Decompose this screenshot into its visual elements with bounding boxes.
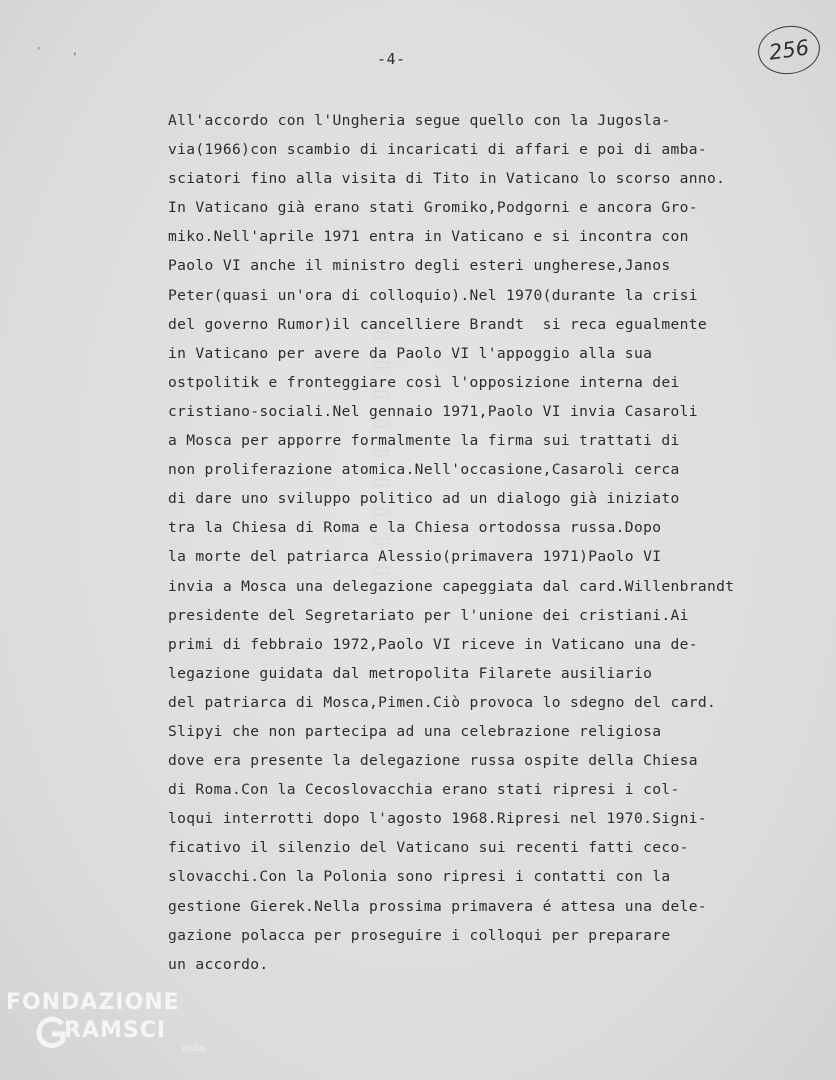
text-line: loqui interrotti dopo l'agosto 1968.Ripresi nel 1970.Signi-: [168, 810, 708, 828]
text-line: Slipyi che non partecipa ad una celebrazione religiosa: [168, 722, 662, 740]
text-line: via(1966)con scambio di incaricati di affari e poi di amba-: [168, 141, 708, 159]
text-line: di dare uno sviluppo politico ad un dialogo già iniziato: [168, 490, 680, 508]
archive-number-stamp: [755, 22, 823, 78]
corner-marks: ' ,: [36, 46, 91, 57]
text-line: miko.Nell'aprile 1971 entra in Vaticano e si incontra con: [168, 228, 689, 246]
fondazione-gramsci-logo: [6, 990, 216, 1070]
logo-text-line2: RAMSCI: [64, 1018, 167, 1043]
text-line: invia a Mosca una delegazione capeggiata dal card.Willenbrandt: [168, 577, 735, 595]
archive-number: 256: [767, 35, 811, 65]
text-line: primi di febbraio 1972,Paolo VI riceve in Vaticano una de-: [168, 635, 698, 653]
text-line: dove era presente la delegazione russa ospite della Chiesa: [168, 752, 698, 770]
gramsci-g-icon: [36, 1016, 66, 1050]
page-number: -4-: [377, 50, 406, 68]
text-line: ostpolitik e fronteggiare così l'opposizione interna dei: [168, 373, 680, 391]
text-line: a Mosca per apporre formalmente la firma sui trattati di: [168, 432, 680, 450]
text-line: sciatori fino alla visita di Tito in Vaticano lo scorso anno.: [168, 170, 726, 188]
text-line: tra la Chiesa di Roma e la Chiesa ortodossa russa.Dopo: [168, 519, 662, 537]
text-line: legazione guidata dal metropolita Filarete ausiliario: [168, 664, 653, 682]
logo-text-line1: FONDAZIONE: [6, 990, 180, 1015]
typed-body-text: [168, 106, 808, 979]
text-line: slovacchi.Con la Polonia sono ripresi i contatti con la: [168, 868, 671, 886]
text-line: gestione Gierek.Nella prossima primavera é attesa una dele-: [168, 897, 708, 915]
text-line: del governo Rumor)il cancelliere Brandt si reca egualmente: [168, 315, 708, 333]
text-line: cristiano-sociali.Nel gennaio 1971,Paolo VI invia Casaroli: [168, 402, 698, 420]
text-line: ficativo il silenzio del Vaticano sui recenti fatti ceco-: [168, 839, 689, 857]
text-line: All'accordo con l'Ungheria segue quello con la Jugosla-: [168, 112, 671, 129]
logo-tag: onlus: [182, 1044, 207, 1054]
text-line: Peter(quasi un'ora di colloquio).Nel 1970(durante la crisi: [168, 286, 698, 304]
text-line: Paolo VI anche il ministro degli esteri ungherese,Janos: [168, 257, 671, 275]
text-line: gazione polacca per proseguire i colloqui per preparare: [168, 926, 671, 944]
text-line: In Vaticano già erano stati Gromiko,Podgorni e ancora Gro-: [168, 199, 698, 217]
text-line: del patriarca di Mosca,Pimen.Ciò provoca lo sdegno del card.: [168, 693, 717, 711]
archive-watermark: ▯ ▯ ▯ ▯ ▯ ▯ ▯ ▯ ▯: [371, 330, 395, 582]
text-line: la morte del patriarca Alessio(primavera 1971)Paolo VI: [168, 548, 662, 566]
text-line: presidente del Segretariato per l'unione dei cristiani.Ai: [168, 606, 689, 624]
text-line: di Roma.Con la Cecoslovacchia erano stati ripresi i col-: [168, 781, 680, 799]
text-line: in Vaticano per avere da Paolo VI l'appoggio alla sua: [168, 344, 653, 362]
text-line: non proliferazione atomica.Nell'occasione,Casaroli cerca: [168, 461, 680, 479]
text-line: un accordo.: [168, 955, 269, 973]
